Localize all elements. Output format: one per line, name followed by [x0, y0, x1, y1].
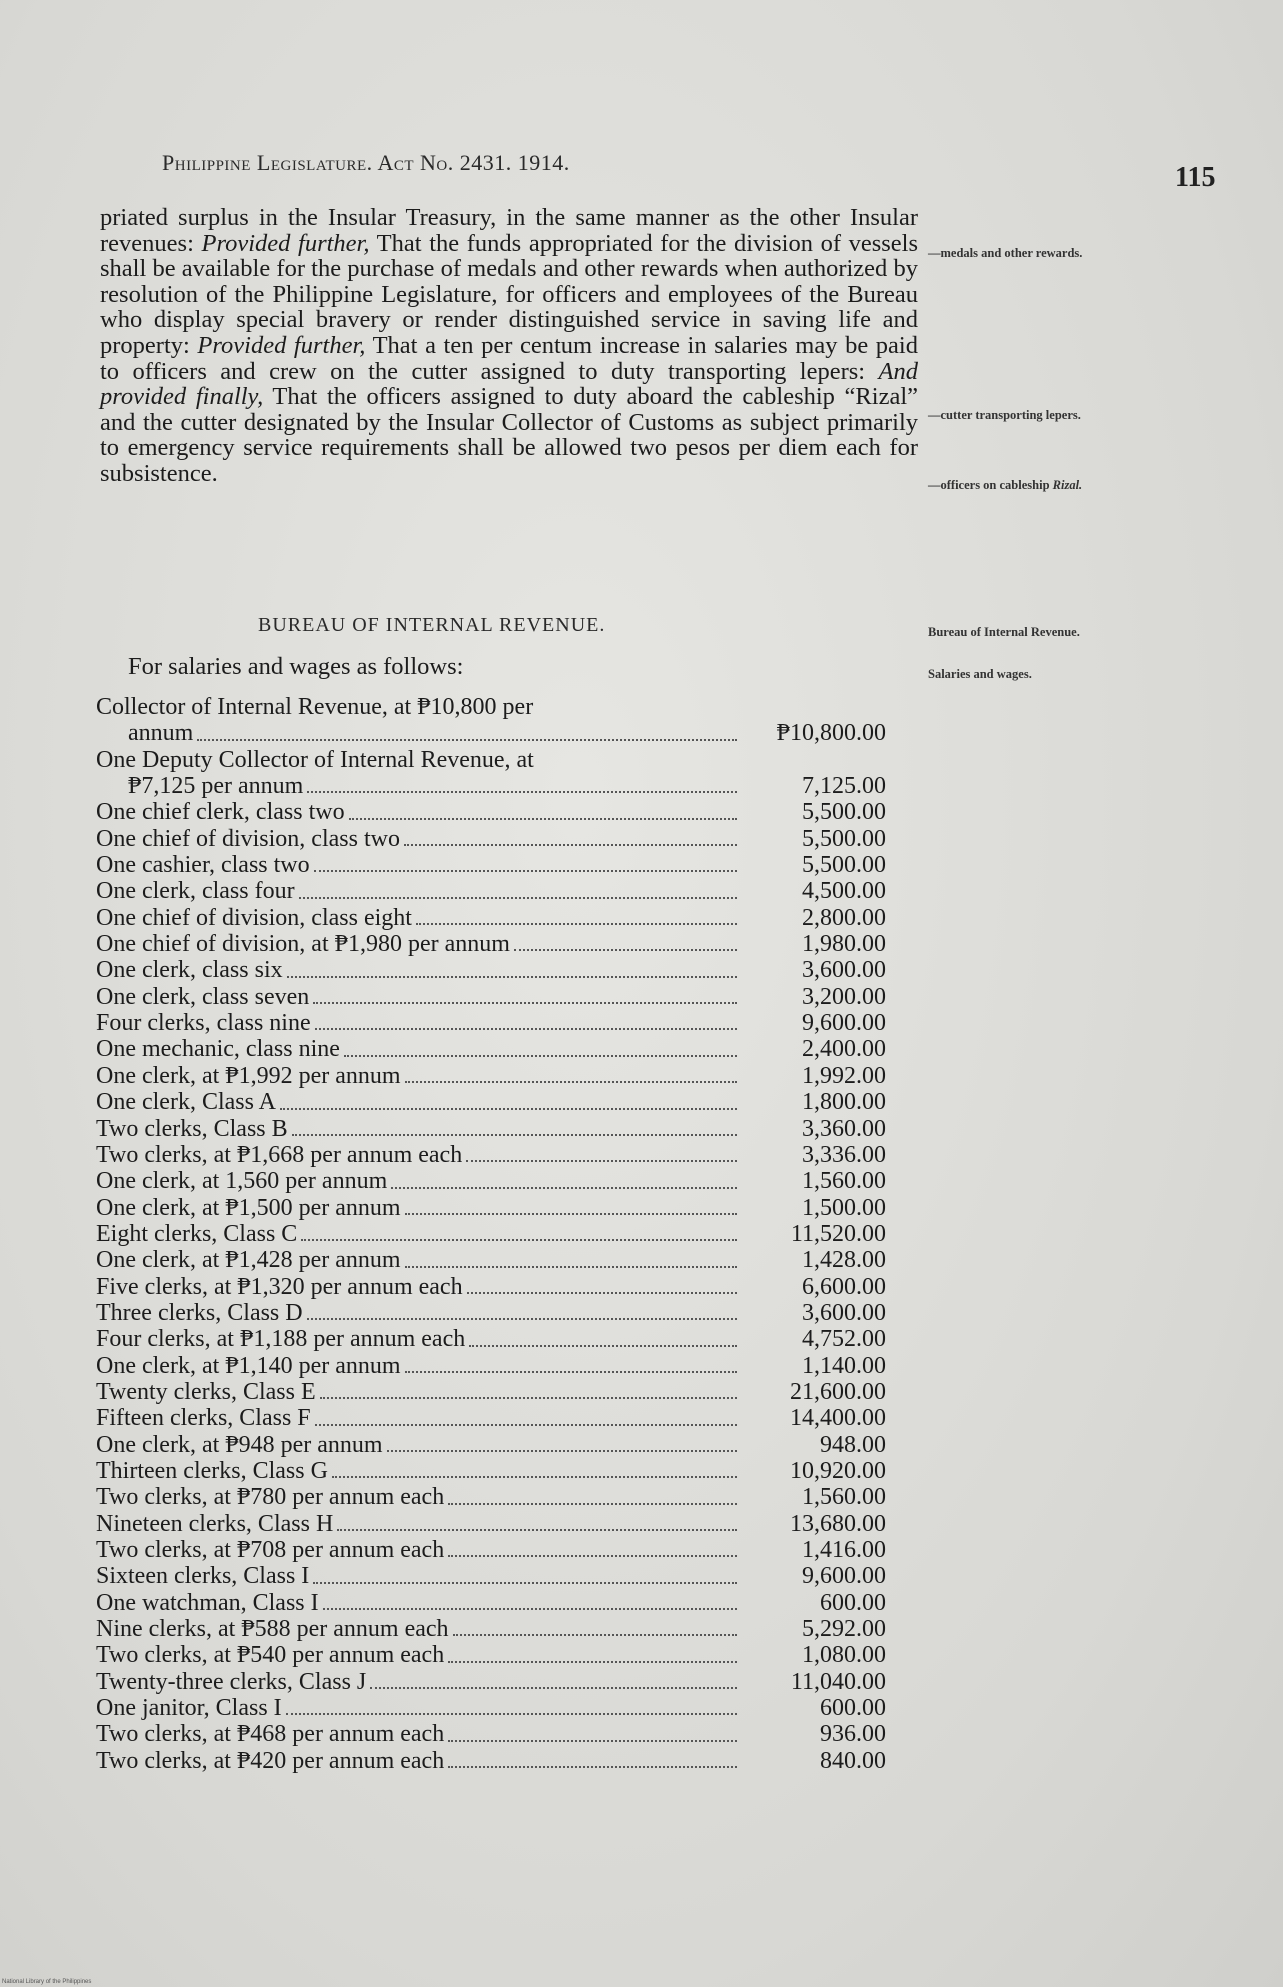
- row-description: [96, 878, 741, 904]
- row-amount: 1,560.00: [802, 1168, 886, 1195]
- row-description: [96, 984, 741, 1010]
- row-amount: 2,400.00: [802, 1036, 886, 1063]
- row-text: Two clerks, at ₱780 per annum each: [96, 1484, 445, 1511]
- row-text: One mechanic, class nine: [96, 1036, 340, 1063]
- dot-leader: [404, 844, 737, 846]
- row-text: Sixteen clerks, Class I: [96, 1563, 310, 1590]
- row-description: [96, 1537, 741, 1563]
- row-description: [96, 747, 741, 800]
- row-description: [96, 1195, 741, 1221]
- margin-note-italic: Rizal.: [1052, 478, 1083, 492]
- appropriation-row: [96, 1221, 916, 1247]
- appropriation-row: [96, 694, 916, 747]
- row-text: One clerk, class four: [96, 878, 295, 905]
- page-number: 115: [1175, 162, 1216, 193]
- dot-leader: [448, 1555, 737, 1557]
- dot-leader: [301, 1239, 737, 1241]
- row-description: [96, 1432, 741, 1458]
- section-heading: BUREAU OF INTERNAL REVENUE.: [258, 614, 606, 636]
- row-text: One clerk, at ₱1,992 per annum: [96, 1062, 401, 1089]
- row-text: One clerk, at ₱1,428 per annum: [96, 1247, 401, 1274]
- appropriation-row: [96, 1168, 916, 1194]
- body-text-segment: That a ten per centum increase in salaries may be paid to officers and crew on the cutter assigned to duty transporting lepers:: [100, 331, 918, 385]
- row-description: [96, 852, 741, 878]
- appropriation-row: [96, 1116, 916, 1142]
- row-text: annum: [128, 720, 194, 747]
- row-description: [96, 1511, 741, 1537]
- appropriation-row: [96, 1274, 916, 1300]
- row-amount: 1,992.00: [802, 1062, 886, 1089]
- dot-leader: [313, 1582, 737, 1584]
- appropriation-row: [96, 1089, 916, 1115]
- row-amount: 14,400.00: [790, 1405, 886, 1432]
- row-text: Five clerks, at ₱1,320 per annum each: [96, 1273, 463, 1300]
- row-description: [96, 905, 741, 931]
- dot-leader: [313, 1002, 737, 1004]
- row-text: Four clerks, class nine: [96, 1010, 311, 1037]
- row-text: Nine clerks, at ₱588 per annum each: [96, 1616, 449, 1643]
- dot-leader: [448, 1503, 737, 1505]
- footer-fine-print: National Library of the Philippines: [2, 1979, 92, 1985]
- row-text: Two clerks, at ₱420 per annum each: [96, 1747, 445, 1774]
- row-description: [96, 931, 741, 957]
- appropriation-row: [96, 1142, 916, 1168]
- row-description: [96, 1616, 741, 1642]
- row-amount: 5,292.00: [802, 1616, 886, 1643]
- row-text: Twenty-three clerks, Class J: [96, 1668, 367, 1695]
- row-text: One clerk, at ₱1,140 per annum: [96, 1352, 401, 1379]
- appropriation-row: [96, 1511, 916, 1537]
- row-text: Twenty clerks, Class E: [96, 1378, 316, 1405]
- row-amount: 21,600.00: [790, 1378, 886, 1405]
- body-text-segment: priated surplus in the Insular Treasury, in the same manner as the other Insular revenues:: [100, 204, 918, 257]
- row-text: One clerk, Class A: [96, 1089, 276, 1116]
- row-description: [96, 1168, 741, 1194]
- appropriation-row: [96, 1063, 916, 1089]
- row-amount: 600.00: [820, 1589, 886, 1616]
- row-description: [96, 1695, 741, 1721]
- dot-leader: [391, 1187, 737, 1189]
- body-italic-segment: Provided further,: [201, 229, 370, 257]
- row-description: [96, 1142, 741, 1168]
- appropriation-row: [96, 826, 916, 852]
- row-text: Three clerks, Class D: [96, 1299, 303, 1326]
- appropriation-row: [96, 747, 916, 800]
- row-description: [96, 1326, 741, 1352]
- row-amount: 1,800.00: [802, 1089, 886, 1116]
- dot-leader: [405, 1213, 737, 1215]
- row-text: One chief of division, class eight: [96, 904, 412, 931]
- row-text: Fifteen clerks, Class F: [96, 1405, 311, 1432]
- row-amount: 2,800.00: [802, 904, 886, 931]
- row-amount: 3,336.00: [802, 1141, 886, 1168]
- row-description: [96, 1642, 741, 1668]
- appropriation-row: [96, 1432, 916, 1458]
- dot-leader: [448, 1766, 737, 1768]
- appropriation-row: [96, 1458, 916, 1484]
- appropriation-row: [96, 878, 916, 904]
- row-description: [96, 1300, 741, 1326]
- appropriation-row: [96, 984, 916, 1010]
- running-head: Philippine Legislature. Act No. 2431. 1914.: [162, 150, 570, 175]
- dot-leader: [280, 1108, 737, 1110]
- dot-leader: [466, 1160, 737, 1162]
- row-amount: 3,600.00: [802, 957, 886, 984]
- row-amount: 5,500.00: [802, 825, 886, 852]
- dot-leader: [467, 1292, 737, 1294]
- margin-note-bureau: Bureau of Internal Revenue.: [928, 625, 1080, 639]
- appropriation-row: [96, 1247, 916, 1273]
- row-amount: 3,360.00: [802, 1115, 886, 1142]
- appropriation-row: [96, 1695, 916, 1721]
- row-amount: 4,752.00: [802, 1326, 886, 1353]
- dot-leader: [405, 1081, 737, 1083]
- row-description: [96, 1748, 741, 1774]
- row-description: [96, 1247, 741, 1273]
- appropriation-list: [96, 694, 916, 1774]
- row-amount: 7,125.00: [802, 773, 886, 800]
- margin-note-salaries: Salaries and wages.: [928, 667, 1032, 681]
- row-description: [96, 1379, 741, 1405]
- row-description: [96, 957, 741, 983]
- row-amount: 5,500.00: [802, 799, 886, 826]
- row-text: One chief of division, at ₱1,980 per annum: [96, 931, 510, 958]
- row-text: Two clerks, at ₱1,668 per annum each: [96, 1141, 463, 1168]
- row-description: [96, 826, 741, 852]
- row-amount: 1,500.00: [802, 1194, 886, 1221]
- section-intro: For salaries and wages as follows:: [128, 653, 464, 680]
- appropriation-row: [96, 1642, 916, 1668]
- row-description: [96, 1116, 741, 1142]
- appropriation-row: [96, 1721, 916, 1747]
- body-text-segment: That the funds appropriated for the division of vessels shall be available for the purchase of medals and other rewards when authorized by resolution of the Philippine Legislature, for officers and employees of the Bureau who display special bravery or render distinguished service in saving life and property:: [100, 229, 919, 359]
- dot-leader: [320, 1397, 737, 1399]
- row-text: Eight clerks, Class C: [96, 1220, 298, 1247]
- body-paragraph: [100, 205, 918, 487]
- dot-leader: [315, 1028, 737, 1030]
- appropriation-row: [96, 1036, 916, 1062]
- appropriation-row: [96, 1748, 916, 1774]
- appropriation-row: [96, 1537, 916, 1563]
- appropriation-row: [96, 1326, 916, 1352]
- row-amount: ₱10,800.00: [776, 720, 886, 747]
- row-amount: 3,200.00: [802, 983, 886, 1010]
- row-amount: 9,600.00: [802, 1010, 886, 1037]
- row-amount: 936.00: [820, 1721, 886, 1748]
- appropriation-row: [96, 905, 916, 931]
- dot-leader: [405, 1371, 737, 1373]
- row-amount: 840.00: [820, 1747, 886, 1774]
- dot-leader: [448, 1661, 737, 1663]
- row-amount: 11,520.00: [790, 1220, 886, 1247]
- row-amount: 1,416.00: [802, 1537, 886, 1563]
- body-italic-segment: And provided finally,: [100, 357, 918, 411]
- dot-leader: [307, 1318, 737, 1320]
- row-amount: 1,560.00: [802, 1484, 886, 1511]
- row-text: One Deputy Collector of Internal Revenue, at: [96, 746, 534, 773]
- row-text: Four clerks, at ₱1,188 per annum each: [96, 1326, 466, 1353]
- margin-note-cutter: —cutter transporting lepers.: [928, 408, 1081, 422]
- dot-leader: [344, 1055, 737, 1057]
- row-description: [96, 799, 741, 825]
- row-text: Two clerks, at ₱708 per annum each: [96, 1537, 445, 1563]
- row-description: [96, 694, 741, 747]
- margin-note-text: —officers on cableship: [928, 478, 1053, 492]
- appropriation-row: [96, 1563, 916, 1589]
- row-amount: 600.00: [820, 1695, 886, 1722]
- row-description: [96, 1221, 741, 1247]
- appropriation-row: [96, 1616, 916, 1642]
- row-description: [96, 1721, 741, 1747]
- row-amount: 9,600.00: [802, 1563, 886, 1590]
- appropriation-row: [96, 799, 916, 825]
- row-description: [96, 1010, 741, 1036]
- row-amount: 1,080.00: [802, 1642, 886, 1669]
- body-italic-segment: Provided further,: [197, 331, 366, 359]
- row-text: Nineteen clerks, Class H: [96, 1510, 334, 1537]
- row-description: [96, 1036, 741, 1062]
- dot-leader: [370, 1687, 737, 1689]
- row-amount: 11,040.00: [790, 1668, 886, 1695]
- dot-leader: [287, 976, 737, 978]
- row-description: [96, 1063, 741, 1089]
- appropriation-row: [96, 1405, 916, 1431]
- row-amount: 4,500.00: [802, 878, 886, 905]
- row-amount: 10,920.00: [790, 1457, 886, 1484]
- dot-leader: [405, 1266, 737, 1268]
- row-text: One watchman, Class I: [96, 1589, 319, 1616]
- appropriation-row: [96, 1484, 916, 1510]
- row-description: [96, 1563, 741, 1589]
- row-text: Two clerks, Class B: [96, 1115, 288, 1142]
- row-amount: 5,500.00: [802, 852, 886, 879]
- row-text: One clerk, at ₱1,500 per annum: [96, 1194, 401, 1221]
- margin-note-medals: —medals and other rewards.: [928, 246, 1083, 260]
- row-description: [96, 1484, 741, 1510]
- row-description: [96, 1405, 741, 1431]
- row-text: ₱7,125 per annum: [128, 773, 304, 800]
- row-text: One janitor, Class I: [96, 1695, 282, 1722]
- row-description: [96, 1353, 741, 1379]
- dot-leader: [349, 818, 737, 820]
- margin-note-officers: [928, 478, 1128, 492]
- dot-leader: [307, 791, 737, 793]
- row-amount: 3,600.00: [802, 1299, 886, 1326]
- appropriation-row: [96, 1379, 916, 1405]
- row-amount: 13,680.00: [790, 1510, 886, 1537]
- row-amount: 1,140.00: [802, 1352, 886, 1379]
- row-description: [96, 1089, 741, 1115]
- row-text: Thirteen clerks, Class G: [96, 1457, 328, 1484]
- appropriation-row: [96, 1010, 916, 1036]
- appropriation-row: [96, 931, 916, 957]
- dot-leader: [299, 897, 737, 899]
- appropriation-row: [96, 957, 916, 983]
- dot-leader: [332, 1476, 737, 1478]
- dot-leader: [337, 1529, 737, 1531]
- row-amount: 1,980.00: [802, 931, 886, 958]
- row-text: Collector of Internal Revenue, at ₱10,800 per: [96, 694, 534, 720]
- row-text: One clerk, at ₱948 per annum: [96, 1431, 383, 1458]
- appropriation-row: [96, 1353, 916, 1379]
- dot-leader: [453, 1634, 737, 1636]
- dot-leader: [197, 739, 737, 741]
- dot-leader: [323, 1608, 737, 1610]
- dot-leader: [387, 1450, 737, 1452]
- row-amount: 6,600.00: [802, 1273, 886, 1300]
- row-text: One clerk, at 1,560 per annum: [96, 1168, 388, 1195]
- row-description: [96, 1669, 741, 1695]
- appropriation-row: [96, 1300, 916, 1326]
- appropriation-row: [96, 1195, 916, 1221]
- dot-leader: [448, 1740, 737, 1742]
- dot-leader: [315, 1424, 737, 1426]
- row-text: One clerk, class six: [96, 957, 283, 984]
- dot-leader: [314, 870, 737, 872]
- row-text: One chief of division, class two: [96, 825, 400, 852]
- dot-leader: [514, 949, 737, 951]
- row-text: One chief clerk, class two: [96, 799, 345, 826]
- row-amount: 948.00: [820, 1431, 886, 1458]
- row-description: [96, 1274, 741, 1300]
- body-text-segment: That the officers assigned to duty aboard the cableship “Rizal” and the cutter designated by the Insular Collector of Customs as subject primarily to emergency service requirements shall be allowed two pesos per diem each for subsistence.: [100, 383, 919, 487]
- appropriation-row: [96, 852, 916, 878]
- appropriation-row: [96, 1669, 916, 1695]
- dot-leader: [286, 1713, 737, 1715]
- appropriation-row: [96, 1590, 916, 1616]
- row-text: Two clerks, at ₱468 per annum each: [96, 1721, 445, 1748]
- row-amount: 1,428.00: [802, 1247, 886, 1274]
- row-text: One clerk, class seven: [96, 983, 310, 1010]
- dot-leader: [469, 1345, 737, 1347]
- row-description: [96, 1458, 741, 1484]
- dot-leader: [292, 1134, 737, 1136]
- dot-leader: [416, 923, 737, 925]
- row-description: [96, 1590, 741, 1616]
- row-text: Two clerks, at ₱540 per annum each: [96, 1642, 445, 1669]
- row-text: One cashier, class two: [96, 852, 310, 879]
